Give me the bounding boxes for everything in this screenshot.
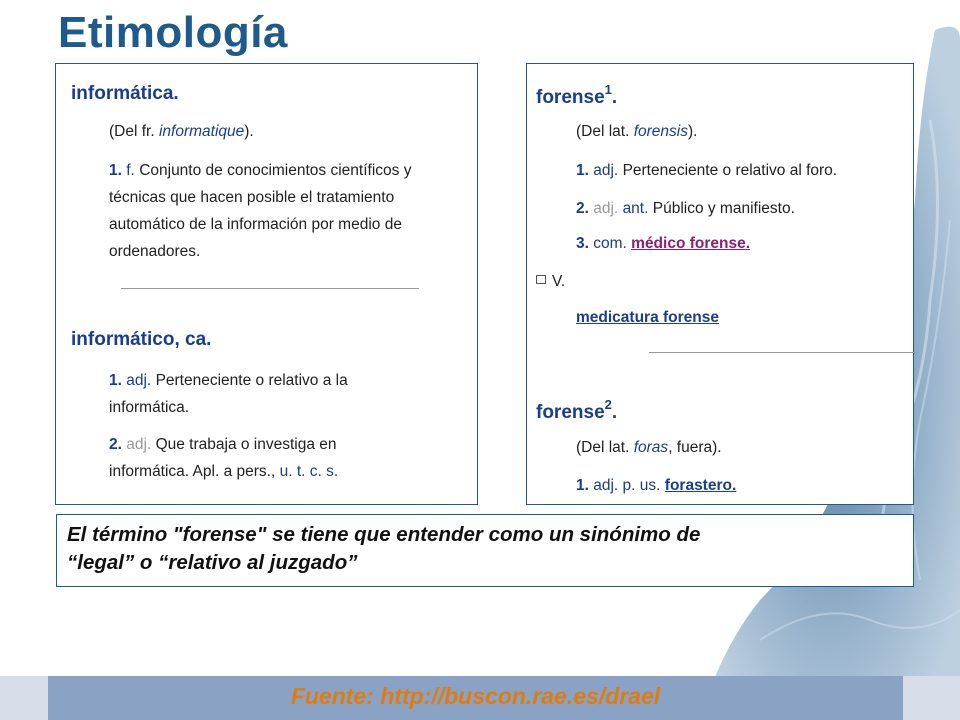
definition-line: 1. adj. Perteneciente o relativo a la bbox=[109, 372, 348, 389]
dictionary-panel-informatica bbox=[55, 63, 478, 505]
see-also: V. bbox=[536, 266, 565, 297]
etymology-forense-2: (Del lat. foras, fuera). bbox=[576, 439, 722, 456]
etymology-forense-1: (Del lat. forensis). bbox=[576, 123, 698, 140]
divider bbox=[121, 288, 419, 289]
headword-forense-2: forense$^2$. bbox=[536, 397, 618, 423]
headword-informatica: informática. bbox=[71, 83, 179, 104]
definition-line: informática. Apl. a pers., u. t. c. s. bbox=[109, 463, 339, 480]
definition-line: 3. com. médico forense. bbox=[576, 235, 751, 252]
note-text: El término "forense" se tiene que entender como un sinónimo de “legal” o “relativo al juzgado” bbox=[67, 523, 701, 574]
definition-line: informática. bbox=[109, 399, 190, 416]
link-medicatura-forense[interactable]: medicatura forense bbox=[576, 309, 719, 326]
link-forastero[interactable]: forastero. bbox=[664, 477, 737, 494]
definition-line: ordenadores. bbox=[109, 243, 201, 260]
see-also-link-row bbox=[576, 302, 719, 333]
definition-line: 1. adj. Perteneciente o relativo al foro. bbox=[576, 162, 838, 179]
page-title: Etimología bbox=[58, 8, 288, 57]
definition-line: 1. adj. p. us. forastero. bbox=[576, 477, 737, 494]
definition-line: automático de la información por medio de bbox=[109, 216, 402, 233]
dictionary-panel-forense bbox=[526, 63, 914, 505]
source-citation: Fuente: http://buscon.rae.es/drael bbox=[290, 683, 661, 709]
square-bullet-icon bbox=[536, 275, 546, 284]
divider bbox=[649, 352, 915, 353]
headword-forense-1: forense$^1$. bbox=[536, 82, 618, 108]
definition-line: técnicas que hacen posible el tratamiento bbox=[109, 189, 395, 206]
definition-line: 2. adj. Que trabaja o investiga en bbox=[109, 436, 337, 453]
headword-informatico: informático, ca. bbox=[71, 329, 212, 350]
link-medico-forense[interactable]: médico forense. bbox=[631, 235, 751, 252]
etymology-informatica: (Del fr. informatique). bbox=[109, 123, 254, 140]
definition-line: 2. adj. ant. Público y manifiesto. bbox=[576, 200, 795, 217]
note-box bbox=[56, 514, 914, 587]
definition-line: 1. f. Conjunto de conocimientos científicos y bbox=[109, 162, 412, 179]
